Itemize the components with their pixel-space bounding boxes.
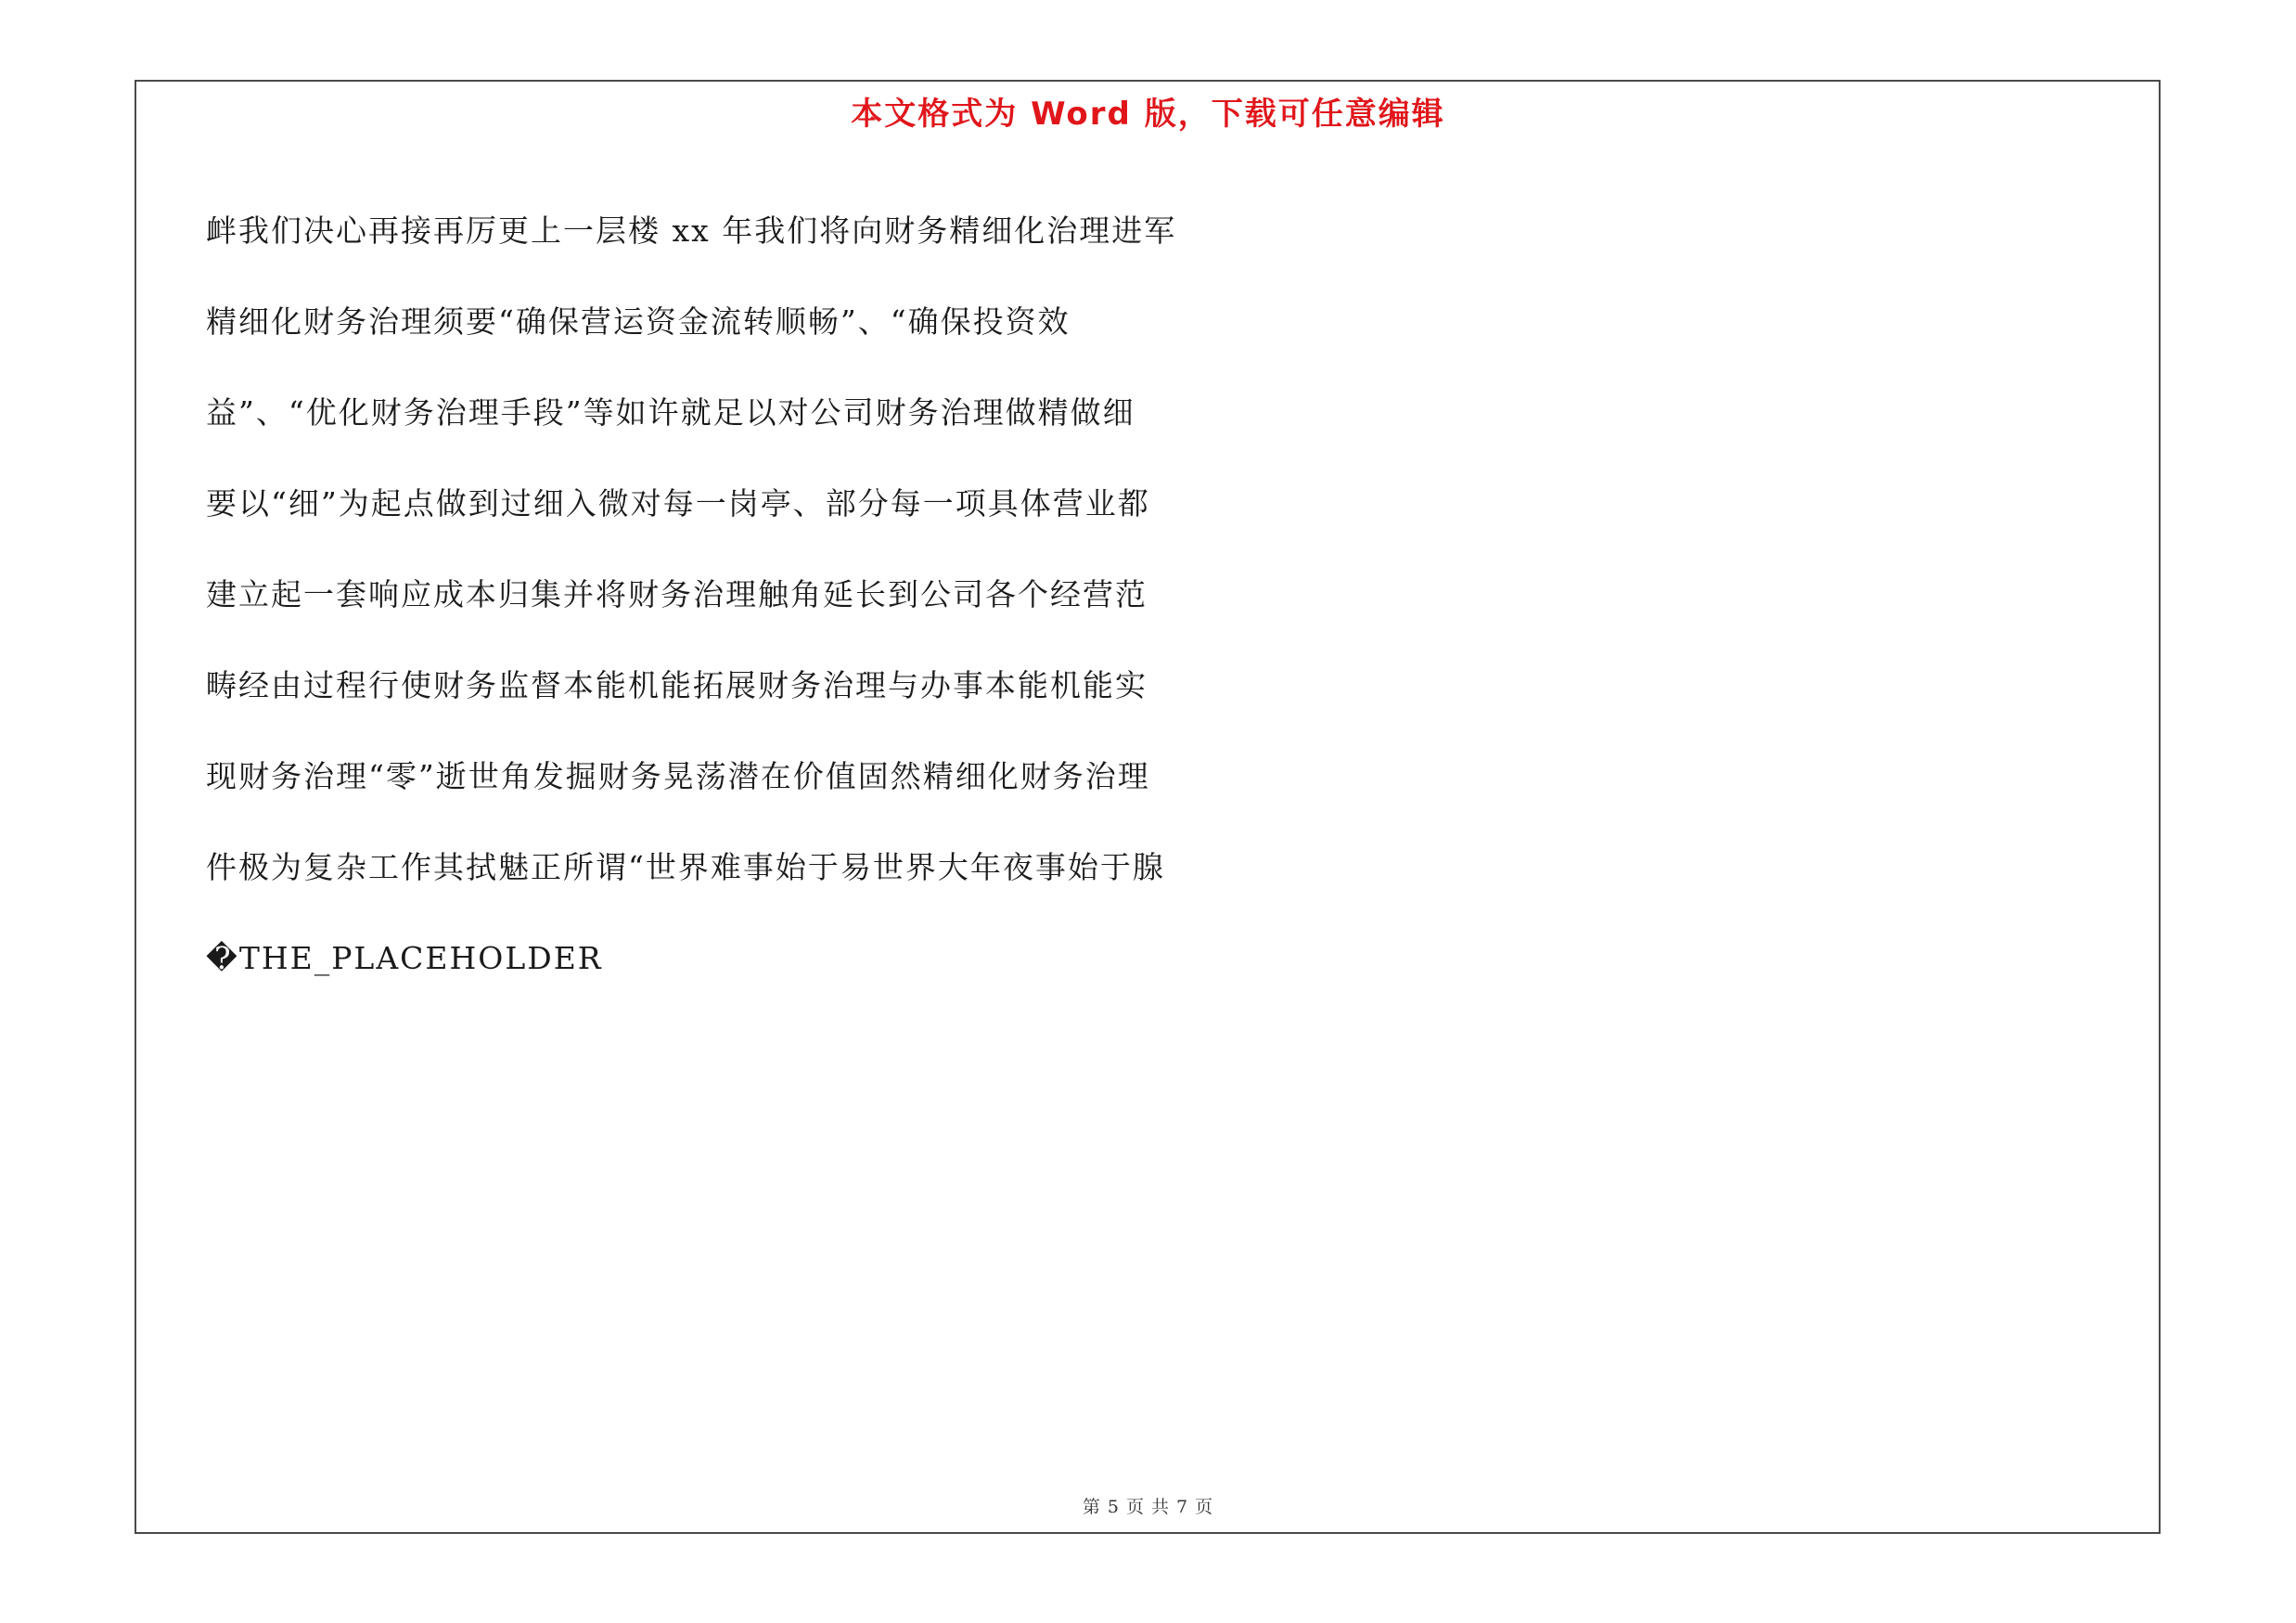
paragraph-start bbox=[206, 1277, 1148, 1368]
text-line bbox=[1231, 367, 2173, 458]
text-line bbox=[206, 1095, 1148, 1186]
page-number: 第 5 页 共 7 页 bbox=[1082, 1497, 1214, 1517]
text-line bbox=[1231, 1186, 2173, 1277]
text-line bbox=[206, 1186, 1148, 1277]
text-line: �THE_PLACEHOLDER bbox=[206, 940, 603, 976]
text-line bbox=[1231, 277, 2173, 367]
text-line bbox=[1231, 731, 2173, 822]
text-line: 要以“细”为起点做到过细入微对每一岗亭、部分每一项具体营业都 bbox=[206, 485, 1150, 522]
paragraph-start bbox=[206, 1004, 1148, 1095]
text-line: 建立起一套响应成本归集并将财务治理触角延长到公司各个经营范 bbox=[206, 576, 1148, 612]
text-line: 现财务治理“零”逝世角发掘财务晃荡潜在价值固然精细化财务治理 bbox=[206, 758, 1150, 794]
section-heading bbox=[1231, 822, 2173, 913]
left-column bbox=[206, 186, 1177, 1459]
text-line bbox=[1231, 1095, 2173, 1186]
text-line bbox=[1231, 1004, 2173, 1095]
text-line: 衅我们决心再接再厉更上一层楼 xx 年我们将向财务精细化治理进军 bbox=[206, 213, 1177, 249]
paragraph-start bbox=[206, 1368, 1148, 1459]
text-line: 畴经由过程行使财务监督本能机能拓展财务治理与办事本能机能实 bbox=[206, 667, 1148, 703]
text-line: 件极为复杂工作其拭魅正所谓“世界难事始于易世界大年夜事始于腺 bbox=[206, 849, 1165, 885]
text-line: 益”、“优化财务治理手段”等如许就足以对公司财务治理做精做细 bbox=[206, 394, 1135, 431]
text-line bbox=[1231, 640, 2173, 731]
text-line bbox=[1231, 458, 2173, 549]
paragraph-start bbox=[1231, 1277, 2173, 1368]
text-line: 精细化财务治理须要“确保营运资金流转顺畅”、“确保投资效 bbox=[206, 303, 1071, 340]
text-line bbox=[1231, 1368, 2173, 1459]
header-banner: 本文格式为 Word 版，下载可任意编辑 bbox=[851, 96, 1445, 133]
text-line bbox=[1231, 186, 2173, 277]
paragraph-start bbox=[1231, 913, 2173, 1004]
text-line bbox=[1231, 549, 2173, 640]
right-column bbox=[1231, 186, 2173, 1459]
